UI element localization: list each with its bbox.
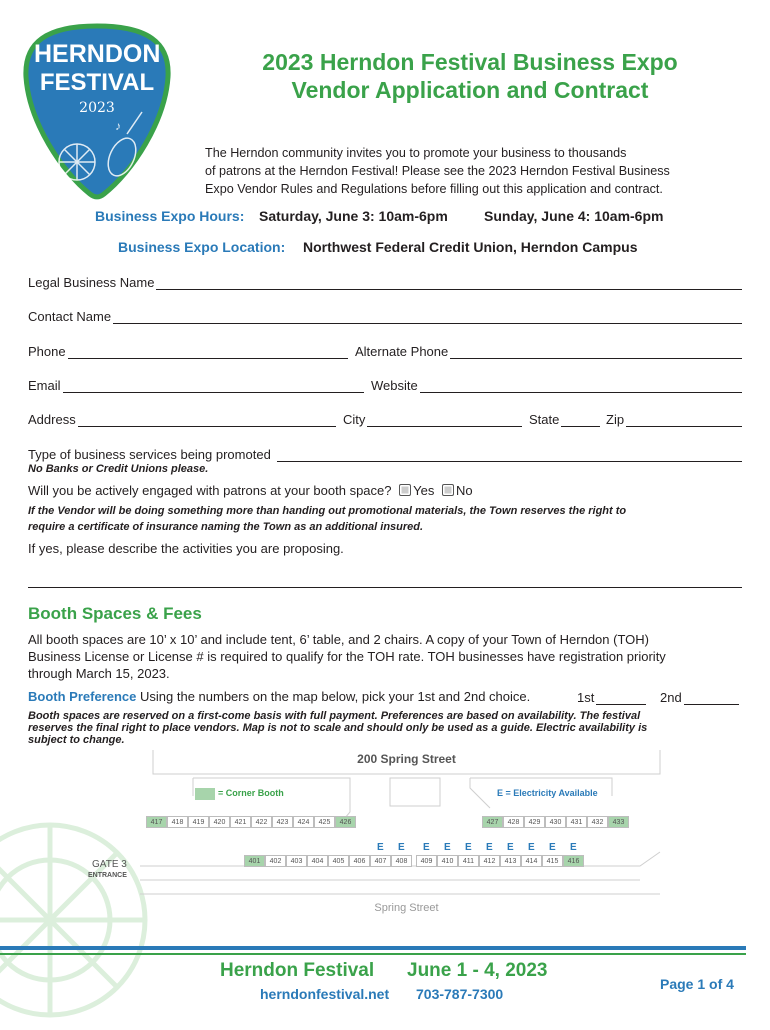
entrance-label: ENTRANCE [88,872,127,879]
field-label: 2nd [660,690,682,705]
engaged-question [28,483,473,498]
field-label: 1st [577,690,595,705]
expo-saturday: Saturday, June 3: 10am-6pm [259,208,448,224]
booth-410: 410 [437,855,458,867]
page-title [200,48,740,104]
booth-preference-row [28,689,530,704]
input-line[interactable] [596,692,646,705]
booth-433: 433 [608,816,629,828]
booth-422: 422 [251,816,272,828]
address-field[interactable] [28,409,336,427]
field-label: Email [28,378,61,393]
booth-405: 405 [328,855,349,867]
input-line[interactable] [78,414,336,427]
footer-website[interactable]: herndonfestival.net [260,986,390,1002]
question-text: Will you be actively engaged with patrons at your booth space? [28,483,392,498]
expo-sunday: Sunday, June 4: 10am-6pm [484,208,664,224]
festival-logo [22,22,172,200]
note-line: require a certificate of insurance naming the Town as an additional insured. [28,521,424,533]
booth-419: 419 [188,816,209,828]
footer-rule-green [0,953,746,955]
booth-426: 426 [335,816,356,828]
booth-preference-text: Using the numbers on the map below, pick your 1st and 2nd choice. [140,689,531,704]
booth-414: 414 [521,855,542,867]
email-field[interactable] [28,375,364,393]
booth-418: 418 [167,816,188,828]
alternate-phone-field[interactable] [355,341,742,359]
input-line[interactable] [277,449,742,462]
zip-field[interactable] [606,409,742,427]
state-field[interactable] [529,409,600,427]
electric-mark-409: E [423,842,430,853]
booth-preference-label: Booth Preference [28,689,137,704]
yes-checkbox[interactable] [399,484,411,496]
intro-line: The Herndon community invites you to promote your business to thousands [205,146,627,160]
para-line: All booth spaces are 10’ x 10’ and include tent, 6’ table, and 2 chairs. A copy of your Town of Herndon (TOH) [28,632,649,647]
note-line: If the Vendor will be doing something more than handing out promotional materials, the Town reserves the right to [28,505,627,517]
booth-403: 403 [286,855,307,867]
electric-mark-416: E [570,842,577,853]
svg-text:♪: ♪ [115,119,121,133]
field-label: Address [28,412,76,427]
business-type-field[interactable] [28,444,742,462]
booth-407: 407 [370,855,391,867]
field-label: Phone [28,344,66,359]
vendor-insurance-note [28,503,626,535]
input-line[interactable] [561,414,600,427]
booth-412: 412 [479,855,500,867]
website-field[interactable] [371,375,742,393]
input-line[interactable] [450,346,742,359]
booth-401: 401 [244,855,265,867]
field-label: State [529,412,560,427]
booth-note [28,710,748,746]
intro-line: of patrons at the Herndon Festival! Please see the 2023 Herndon Festival Business [205,164,670,178]
input-line[interactable] [684,692,739,705]
booth-424: 424 [293,816,314,828]
input-line[interactable] [113,311,742,324]
city-field[interactable] [343,409,522,427]
booth-413: 413 [500,855,521,867]
gate-label: GATE 3 [92,859,127,870]
street-bottom-label: Spring Street [374,902,439,914]
no-checkbox[interactable] [442,484,454,496]
first-choice-field[interactable] [577,687,646,705]
footer-dates: June 1 - 4, 2023 [407,960,548,981]
logo-line2: FESTIVAL [39,69,155,96]
title-line1: 2023 Herndon Festival Business Expo [262,49,678,75]
field-label: Type of business services being promoted [28,447,271,462]
electric-mark-411: E [465,842,472,853]
electric-mark-413: E [507,842,514,853]
booth-428: 428 [503,816,524,828]
expo-hours-label: Business Expo Hours: [95,208,245,224]
booth-432: 432 [587,816,608,828]
corner-legend-text: = Corner Booth [218,788,284,798]
expo-location: Northwest Federal Credit Union, Herndon Campus [303,239,638,255]
electric-mark-407: E [377,842,384,853]
electric-legend-text: E = Electricity Available [497,788,598,798]
intro-line: Expo Vendor Rules and Regulations before filling out this application and contract. [205,182,663,196]
electric-mark-414: E [528,842,535,853]
page-number: Page 1 of 4 [660,976,734,992]
booth-430: 430 [545,816,566,828]
input-line[interactable] [63,380,364,393]
booth-421: 421 [230,816,251,828]
footer-festival-name: Herndon Festival [220,960,375,981]
map-outline [0,748,770,918]
note-line: Booth spaces are reserved on a first-come basis with full payment. Preferences are based on availability. The festival [28,710,641,722]
booth-427: 427 [482,816,503,828]
electric-mark-415: E [549,842,556,853]
yes-label: Yes [413,483,435,498]
no-label: No [455,483,473,498]
booth-411: 411 [458,855,479,867]
field-label: City [343,412,366,427]
booth-425: 425 [314,816,335,828]
corner-legend-swatch [195,788,215,800]
booth-409: 409 [416,855,437,867]
field-label: Zip [606,412,625,427]
booth-section-heading: Booth Spaces & Fees [28,604,202,623]
second-choice-field[interactable] [660,687,739,705]
booth-431: 431 [566,816,587,828]
describe-activities-line[interactable] [28,587,742,588]
para-line: through March 15, 2023. [28,666,170,681]
phone-field[interactable] [28,341,348,359]
booth-429: 429 [524,816,545,828]
booth-415: 415 [542,855,563,867]
booth-423: 423 [272,816,293,828]
field-label: Website [371,378,418,393]
note-line: reserves the final right to place vendors. Map is not to scale and should only be used as a guide. Electric availability is [28,722,648,734]
booth-416: 416 [563,855,584,867]
input-line[interactable] [626,414,742,427]
input-line[interactable] [420,380,742,393]
note-line: subject to change. [28,734,125,746]
describe-activities-label: If yes, please describe the activities you are proposing. [28,541,344,556]
logo-line1: HERNDON [34,40,161,68]
electric-mark-410: E [444,842,451,853]
input-line[interactable] [156,277,742,290]
booth-paragraph [28,631,748,682]
expo-location-label: Business Expo Location: [118,239,286,255]
input-line[interactable] [68,346,348,359]
field-label: Legal Business Name [28,275,155,290]
logo-year: 2023 [79,100,115,116]
footer-phone: 703-787-7300 [416,986,504,1002]
booth-417: 417 [146,816,167,828]
electric-mark-408: E [398,842,405,853]
field-label: Alternate Phone [355,344,449,359]
street-top-label: 200 Spring Street [357,752,456,766]
contact-name-field[interactable] [28,306,742,324]
booth-420: 420 [209,816,230,828]
intro-paragraph [205,144,745,198]
legal-business-name-field[interactable] [28,272,742,290]
booth-402: 402 [265,855,286,867]
booth-408: 408 [391,855,412,867]
booth-404: 404 [307,855,328,867]
field-label: Contact Name [28,309,112,324]
booth-map [0,748,770,928]
footer-rule-blue [0,946,746,950]
no-banks-note: No Banks or Credit Unions please. [28,463,209,475]
booth-406: 406 [349,855,370,867]
input-line[interactable] [367,414,522,427]
electric-mark-412: E [486,842,493,853]
para-line: Business License or License # is required to qualify for the TOH rate. TOH businesses have registration priority [28,649,666,664]
title-line2: Vendor Application and Contract [291,77,649,103]
